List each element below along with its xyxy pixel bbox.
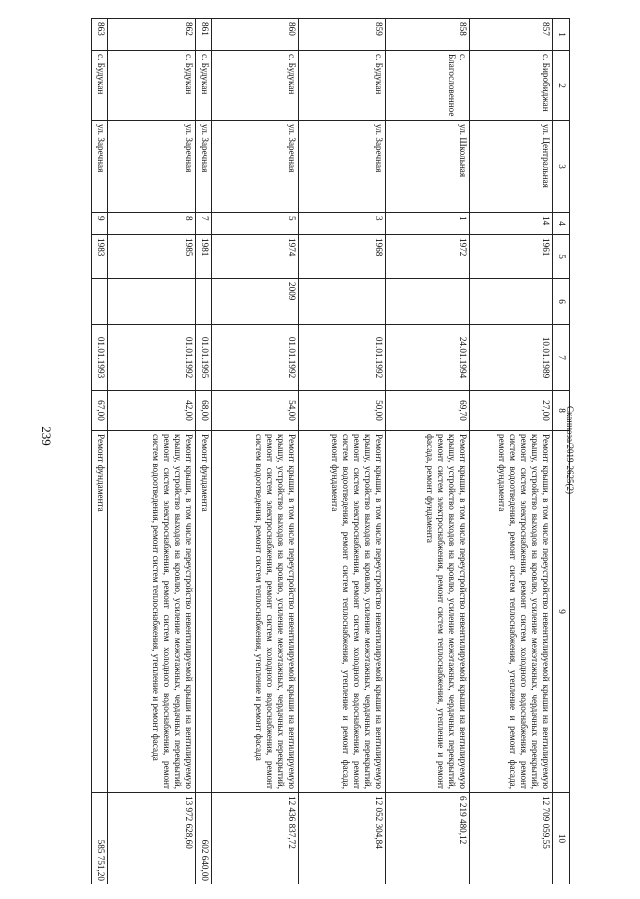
percent: 69,70 [386, 391, 469, 431]
street: ул. Заречная [195, 121, 211, 213]
page-number: 239 [38, 426, 54, 446]
house-number: 9 [92, 213, 108, 235]
rotated-table [91, 18, 570, 884]
col6 [299, 279, 386, 325]
house-number: 3 [299, 213, 386, 235]
settlement: с. Будукан [195, 51, 211, 121]
build-year: 1981 [195, 235, 211, 279]
settlement: с. Будукан [92, 51, 108, 121]
house-number: 14 [469, 213, 552, 235]
col-header: 6 [553, 279, 570, 325]
amount: 585 751,20 [92, 793, 108, 885]
settlement: с. Биробиджан [469, 51, 552, 121]
street: ул. Заречная [108, 121, 195, 213]
works: Ремонт крыши, в том числе переустройство невентилируемой крыши на вентилируемую крышу, устройство выходов на кровлю, усиление межэтажных, чердачных перекрытий, ремонт систем электроснабжения, ремонт систем холодного водоснабжения, ремонт систем водоотведения, ремонт систем теплоснабжения, утепление и ремонт фасада [108, 431, 195, 793]
date: 01.01.1992 [108, 325, 195, 391]
works: Ремонт крыши, в том числе переустройство невентилируемой крыши на вентилируемую крышу, устройство выходов на кровлю, усиление межэтажных, чердачных перекрытий, ремонт систем электроснабжения, ремонт систем холодного водоснабжения, ремонт систем водоотведения, ремонт систем теплоснабжения, утепление и ремонт фасада, ремонт фундамента [469, 431, 552, 793]
works: Ремонт крыши, в том числе переустройство невентилируемой крыши на вентилируемую крышу, устройство выходов на кровлю, усиление межэтажных, чердачных перекрытий, ремонт систем электроснабжения, ремонт систем холодного водоснабжения, ремонт систем водоотведения, ремонт систем теплоснабжения, утепление и ремонт фасада [211, 431, 298, 793]
street: ул. Заречная [299, 121, 386, 213]
col-header: 4 [553, 213, 570, 235]
settlement: с. Благословенное [386, 51, 469, 121]
housing-repair-table [91, 18, 570, 884]
percent: 54,00 [211, 391, 298, 431]
table-row [195, 19, 211, 885]
table-row [92, 19, 108, 885]
col-header: 9 [553, 431, 570, 793]
row-number: 862 [108, 19, 195, 51]
table-row [386, 19, 469, 885]
row-number: 863 [92, 19, 108, 51]
settlement: с. Будукан [108, 51, 195, 121]
street: ул. Заречная [211, 121, 298, 213]
amount: 12 709 059,55 [469, 793, 552, 885]
build-year: 1985 [108, 235, 195, 279]
col-header: 2 [553, 51, 570, 121]
col6 [195, 279, 211, 325]
house-number: 8 [108, 213, 195, 235]
footer-code: Сканноза/2019-2625(2) [565, 406, 575, 494]
build-year: 1961 [469, 235, 552, 279]
house-number: 7 [195, 213, 211, 235]
table-container [91, 18, 570, 884]
row-number: 861 [195, 19, 211, 51]
table-row [299, 19, 386, 885]
row-number: 857 [469, 19, 552, 51]
col-header: 1 [553, 19, 570, 51]
house-number: 5 [211, 213, 298, 235]
table-row [211, 19, 298, 885]
house-number: 1 [386, 213, 469, 235]
street: ул. Заречная [92, 121, 108, 213]
percent: 27,00 [469, 391, 552, 431]
date: 01.01.1993 [92, 325, 108, 391]
date: 01.01.1992 [299, 325, 386, 391]
works: Ремонт крыши, в том числе переустройство невентилируемой крыши на вентилируемую крышу, устройство выходов на кровлю, усиление межэтажных, чердачных перекрытий, ремонт систем электроснабжения, ремонт систем холодного водоснабжения, ремонт систем водоотведения, ремонт систем теплоснабжения, утепление и ремонт фасада, ремонт фундамента [299, 431, 386, 793]
date: 01.01.1992 [211, 325, 298, 391]
amount: 6 219 480,12 [386, 793, 469, 885]
settlement: с. Будукан [211, 51, 298, 121]
settlement: с. Будукан [299, 51, 386, 121]
amount: 602 640,00 [195, 793, 211, 885]
percent: 50,00 [299, 391, 386, 431]
row-number: 858 [386, 19, 469, 51]
street: ул. Центральная [469, 121, 552, 213]
col-header: 7 [553, 325, 570, 391]
table-row [108, 19, 195, 885]
amount: 13 972 628,60 [108, 793, 195, 885]
amount: 12 052 304,84 [299, 793, 386, 885]
percent: 67,00 [92, 391, 108, 431]
date: 10.01.1989 [469, 325, 552, 391]
col6 [92, 279, 108, 325]
table-row [469, 19, 552, 885]
build-year: 1968 [299, 235, 386, 279]
col6 [386, 279, 469, 325]
col-header: 10 [553, 793, 570, 885]
col6 [469, 279, 552, 325]
amount: 12 436 837,72 [211, 793, 298, 885]
build-year: 1983 [92, 235, 108, 279]
col-header: 3 [553, 121, 570, 213]
build-year: 1972 [386, 235, 469, 279]
percent: 68,00 [195, 391, 211, 431]
date: 01.01.1995 [195, 325, 211, 391]
col-header: 5 [553, 235, 570, 279]
works: Ремонт крыши, в том числе переустройство невентилируемой крыши на вентилируемую крышу, устройство выходов на кровлю, усиление межэтажных, чердачных перекрытий, ремонт систем электроснабжения, ремонт систем теплоснабжения, утепление и ремонт фасада, ремонт фундамента [386, 431, 469, 793]
col6: 2009 [211, 279, 298, 325]
build-year: 1974 [211, 235, 298, 279]
date: 24.01.1994 [386, 325, 469, 391]
works: Ремонт фундамента [195, 431, 211, 793]
row-number: 860 [211, 19, 298, 51]
col-header: 8 [553, 391, 570, 431]
row-number: 859 [299, 19, 386, 51]
street: ул. Школьная [386, 121, 469, 213]
col6 [108, 279, 195, 325]
percent: 42,00 [108, 391, 195, 431]
works: Ремонт фундамента [92, 431, 108, 793]
